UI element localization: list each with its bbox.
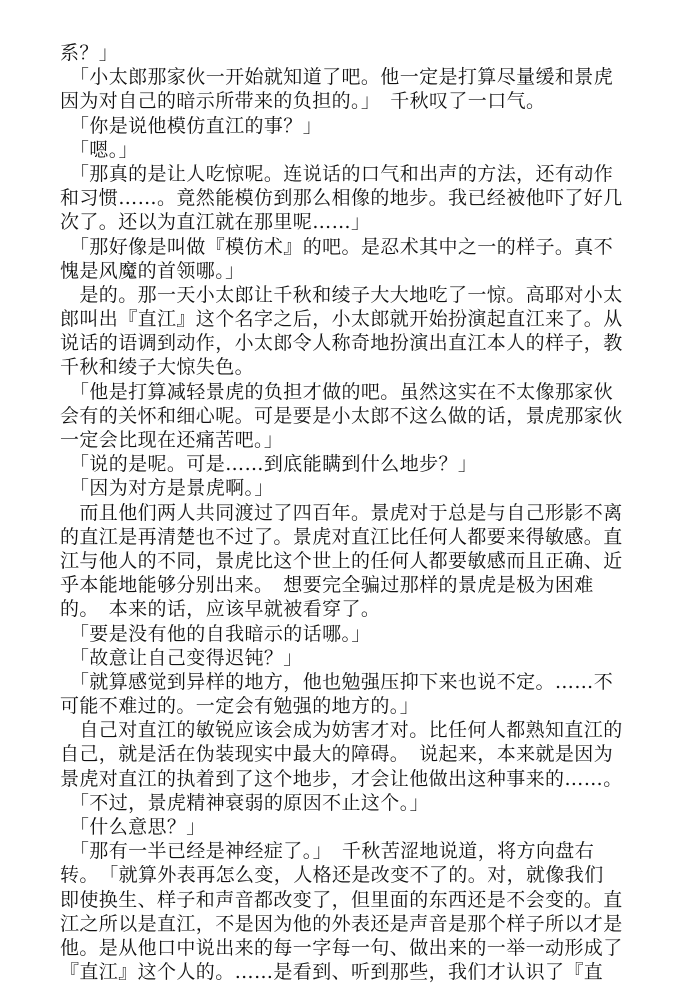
document-page [60, 41, 630, 984]
text-line: 江之所以是直江，不是因为他的外表还是声音是那个样子所以才是 [60, 912, 623, 935]
text-line: 说话的语调到动作，小太郎令人称奇地扮演出直江本人的样子，教 [60, 332, 623, 355]
text-line: 「什么意思？」 [60, 816, 206, 838]
text-line: 自己，就是活在伪装现实中最大的障碍。 说起来，本来就是因为 [60, 743, 614, 766]
text-line: 『直江』这个人的。……是看到、听到那些，我们才认识了『直 [60, 961, 604, 984]
text-line: 「故意让自己变得迟钝？」 [60, 646, 303, 669]
text-line: 一定会比现在还痛苦吧。」 [60, 429, 284, 451]
text-line: 「那真的是让人吃惊呢。连说话的口气和出声的方法，还有动作 [60, 162, 614, 185]
text-line: 「小太郎那家伙一开始就知道了吧。他一定是打算尽量缓和景虎 [60, 66, 614, 89]
text-line: 的直江是再清楚也不过了。景虎对直江比任何人都要来得敏感。直 [60, 525, 623, 548]
text-line: 「因为对方是景虎啊。」 [60, 477, 274, 500]
text-line: 系？」 [60, 42, 119, 64]
text-line: 因为对自己的暗示所带来的负担的。」 千秋叹了一口气。 [60, 90, 546, 113]
text-line: 江与他人的不同，景虎比这个世上的任何人都要敏感而且正确、近 [60, 549, 623, 572]
text-line: 「就算感觉到异样的地方，他也勉强压抑下来也说不定。……不 [60, 670, 614, 693]
text-line: 的。 本来的话，应该早就被看穿了。 [60, 598, 381, 621]
text-line: 乎本能地能够分别出来。 想要完全骗过那样的景虎是极为困难 [60, 574, 594, 597]
text-line: 景虎对直江的执着到了这个地步，才会让他做出这种事来的……。 [60, 767, 623, 790]
text-line: 「嗯。」 [60, 138, 139, 161]
text-line: 是的。那一天小太郎让千秋和绫子大大地吃了一惊。高耶对小太 [60, 283, 623, 306]
text-line: 「他是打算减轻景虎的负担才做的吧。虽然这实在不太像那家伙 [60, 380, 614, 403]
text-line: 郎叫出『直江』这个名字之后，小太郎就开始扮演起直江来了。从 [60, 308, 623, 331]
text-line: 次了。还以为直江就在那里呢……」 [60, 211, 371, 234]
text-line: 会有的关怀和细心呢。可是要是小太郎不这么做的话，景虎那家伙 [60, 404, 623, 427]
text-line: 转。 「就算外表再怎么变，人格还是改变不了的。对，就像我们 [60, 864, 604, 887]
text-line: 「那好像是叫做『模仿术』的吧。是忍术其中之一的样子。真不 [60, 235, 614, 258]
text-line: 可能不难过的。一定会有勉强的地方的。」 [60, 695, 420, 718]
text-line: 「你是说他模仿直江的事？」 [60, 114, 323, 137]
text-line: 即使换生、样子和声音都改变了，但里面的东西还是不会变的。直 [60, 888, 623, 911]
text-line: 「说的是呢。可是……到底能瞒到什么地步？」 [60, 453, 478, 476]
text-line: 千秋和绫子大惊失色。 [60, 356, 255, 379]
text-line: 而且他们两人共同渡过了四百年。景虎对于总是与自己形影不离 [60, 501, 623, 524]
text-line: 「不过，景虎精神衰弱的原因不止这个。」 [60, 791, 430, 814]
text-line: 愧是风魔的首领哪。」 [60, 259, 245, 282]
text-line: 「要是没有他的自我暗示的话哪。」 [60, 622, 371, 645]
text-line: 「那有一半已经是神经症了。」 千秋苦涩地说道，将方向盘右 [60, 840, 595, 863]
text-line: 他。是从他口中说出来的每一字每一句、做出来的一举一动形成了 [60, 936, 623, 959]
text-line: 自己对直江的敏锐应该会成为妨害才对。比任何人都熟知直江的 [60, 719, 623, 742]
text-line: 和习惯……。竟然能模仿到那么相像的地步。我已经被他吓了好几 [60, 187, 623, 210]
